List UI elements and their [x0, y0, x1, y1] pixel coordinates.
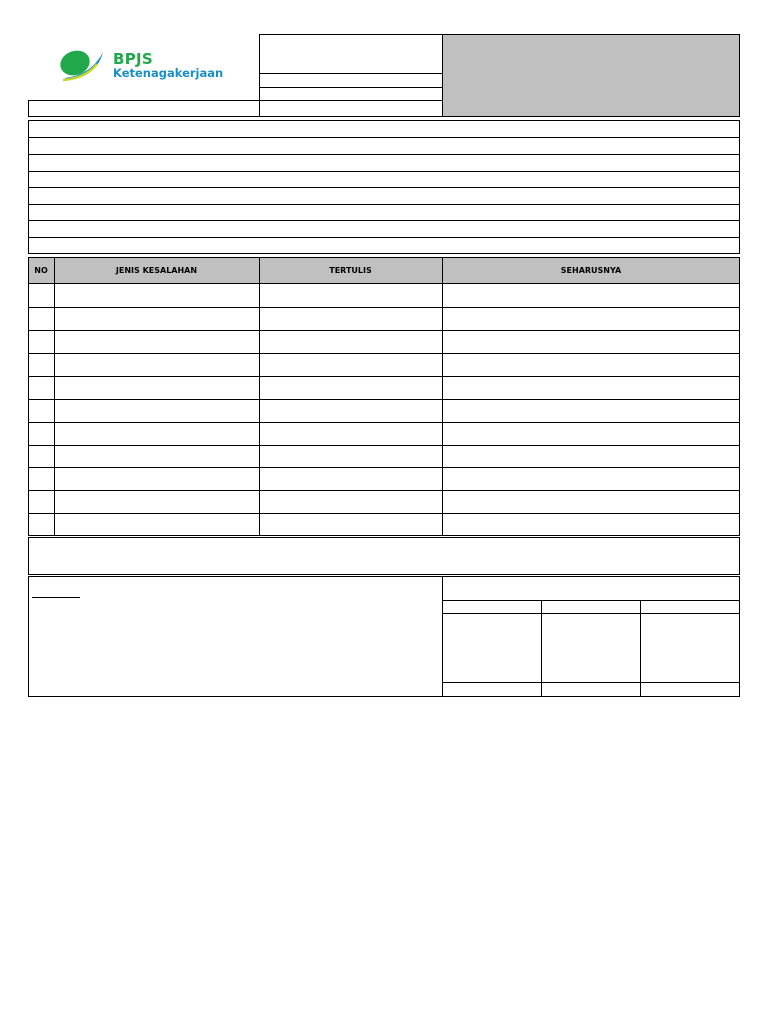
- table-row: [28, 467, 740, 468]
- info-row-line: [28, 154, 740, 155]
- info-row-line: [28, 137, 740, 138]
- info-row-line: [28, 187, 740, 188]
- col-header-tertulis: TERTULIS: [329, 266, 372, 275]
- header-bottom-line: [28, 116, 740, 117]
- bpjs-logo: [55, 44, 245, 84]
- table-col-line: [54, 257, 55, 536]
- table-row: [28, 513, 740, 514]
- table-row: [28, 376, 740, 377]
- signature-col-line: [640, 600, 641, 697]
- remarks-underline: [32, 597, 80, 598]
- col-header-no: NO: [34, 266, 48, 275]
- info-row-line: [28, 171, 740, 172]
- table-col-line: [442, 257, 443, 536]
- table-col-line: [259, 257, 260, 536]
- bottom-section: [28, 576, 740, 697]
- info-row-line: [28, 204, 740, 205]
- signature-area-divider: [442, 576, 443, 697]
- col-header-seharusnya: SEHARUSNYA: [560, 266, 622, 275]
- signature-name-line: [442, 682, 740, 683]
- table-row: [28, 535, 740, 536]
- logo-subtitle: Ketenagakerjaan: [113, 66, 224, 80]
- header-line-1: [259, 73, 442, 74]
- signature-title-line: [442, 613, 740, 614]
- signature-header-line: [442, 600, 740, 601]
- notes-box: [28, 537, 740, 575]
- header-line-2: [259, 87, 442, 88]
- table-row: [28, 445, 740, 446]
- table-col-line: [739, 257, 740, 536]
- info-row-line: [28, 220, 740, 221]
- table-row: [28, 353, 740, 354]
- table-row: [28, 490, 740, 491]
- header-gray-panel: [442, 34, 740, 117]
- table-row: [28, 330, 740, 331]
- header-left-edge: [28, 100, 29, 117]
- header-line-3: [28, 100, 442, 101]
- logo-brand: BPJS: [113, 50, 154, 68]
- table-row: [28, 307, 740, 308]
- signature-col-line: [541, 600, 542, 697]
- col-header-jenis-kesalahan: JENIS KESALAHAN: [115, 266, 198, 275]
- table-col-line: [28, 257, 29, 536]
- logo-mark-icon: [55, 44, 111, 82]
- info-row-line: [28, 237, 740, 238]
- header-divider-v1: [259, 34, 260, 117]
- table-row: [28, 399, 740, 400]
- table-row: [28, 422, 740, 423]
